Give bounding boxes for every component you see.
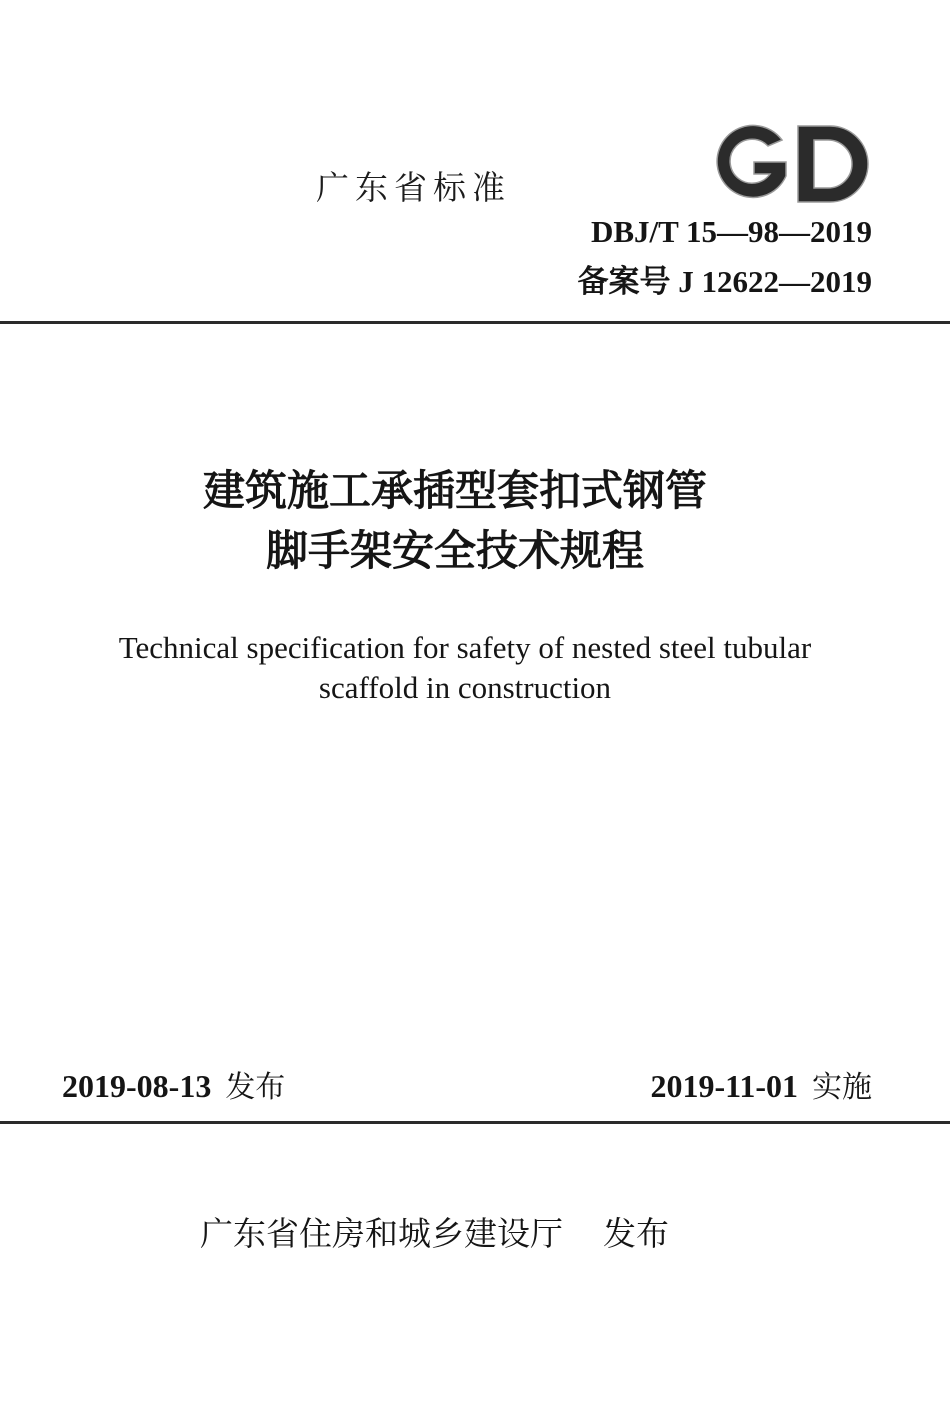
- title-zh-line2: 脚手架安全技术规程: [265, 526, 644, 575]
- top-divider: [0, 321, 950, 324]
- issue-date-block: [62, 1062, 285, 1106]
- title-en-line2: scaffold in construction: [318, 670, 612, 705]
- standard-code: DBJ/T 15—98—2019: [590, 214, 872, 249]
- title-en-line1: Technical specification for safety of nested steel tubular: [118, 630, 812, 665]
- record-number: 备案号 J 12622—2019: [577, 264, 872, 299]
- effective-label: 实施: [812, 1070, 872, 1105]
- effective-date: 2019-11-01: [650, 1068, 798, 1104]
- bottom-divider: [0, 1121, 950, 1124]
- title-zh-line1: 建筑施工承插型套扣式钢管: [202, 466, 707, 515]
- gd-logo-graphic: [706, 118, 874, 210]
- issue-date: 2019-08-13: [62, 1068, 212, 1104]
- publisher-line: [200, 1208, 669, 1255]
- issue-label: 发布: [225, 1070, 286, 1105]
- publisher-name: 广东省住房和城乡建设厅: [200, 1214, 563, 1253]
- effective-date-block: [650, 1062, 872, 1106]
- gd-logo: [706, 118, 874, 210]
- standard-category: 广东省标准: [316, 168, 511, 207]
- publisher-action: 发布: [603, 1214, 669, 1253]
